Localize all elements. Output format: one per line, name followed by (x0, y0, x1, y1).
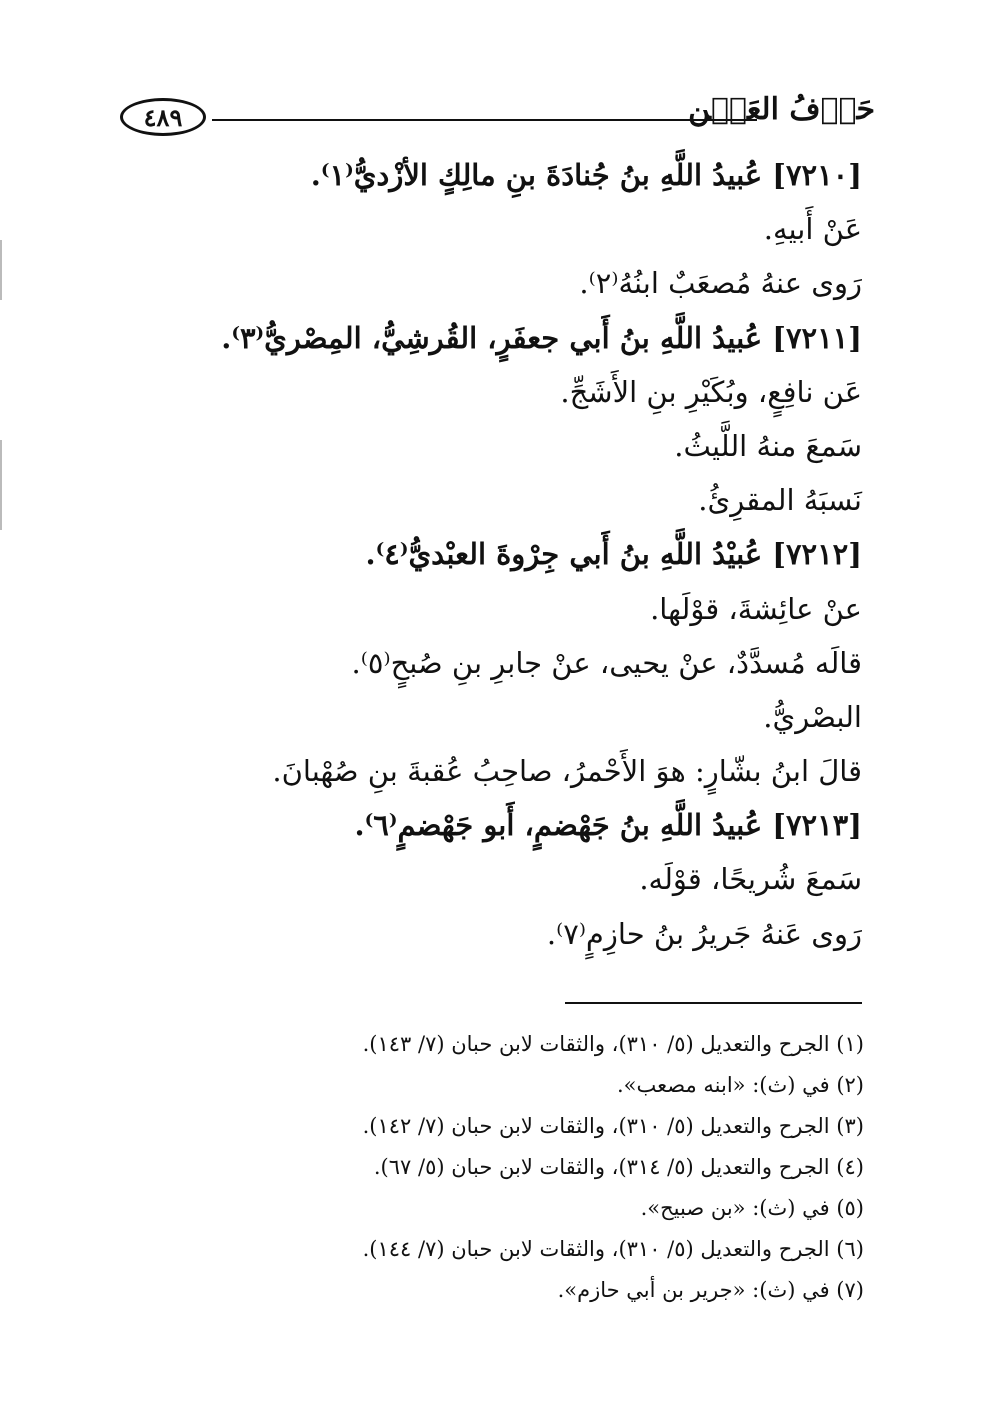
text-line: عنْ عائِشةَ، قوْلَها. (650, 591, 862, 626)
text-line: البصْريُّ. (763, 699, 862, 734)
text-line: سَمعَ شُريحًا، قوْلَه. (639, 862, 862, 897)
footnote-separator (565, 1002, 862, 1004)
page-header (120, 92, 875, 144)
footnote-item: (١) الجرح والتعديل (٥/ ٣١٠)، والثقات لابن حبان (٧/ ١٤٣). (362, 1032, 864, 1056)
running-title: حَرۡفُ العَيۡن (688, 92, 875, 127)
page-number: ٤٨٩ (143, 102, 183, 132)
text-line: عَن نافِعٍ، وبُكَيْرِ بنِ الأَشَجِّ. (560, 374, 862, 409)
footnote-item: (٢) في (ث): «ابنه مصعب». (616, 1073, 864, 1097)
scan-edge-mark (0, 240, 2, 300)
page-number-badge (120, 98, 206, 136)
footnote-item: (٤) الجرح والتعديل (٥/ ٣١٤)، والثقات لابن حبان (٥/ ٦٧). (373, 1155, 864, 1179)
biography-entry-heading: [٧٢١٢] عُبيْدُ اللَّهِ بنُ أَبي جِرْوةَ العبْديُّ⁽٤⁾. (365, 537, 862, 572)
biography-entry-heading: [٧٢١٠] عُبيدُ اللَّهِ بنُ جُنادَةَ بنِ مالِكٍ الأزْديُّ⁽١⁾. (310, 158, 862, 192)
text-line: سَمعَ منهُ اللَّيثُ. (674, 428, 862, 463)
footnotes (224, 1024, 864, 1311)
scan-edge-mark (0, 440, 2, 530)
text-line: رَوى عنهُ مُصعَبٌ ابنُهُ⁽٢⁾. (579, 266, 862, 301)
footnote-item: (٣) الجرح والتعديل (٥/ ٣١٠)، والثقات لابن حبان (٧/ ١٤٢). (362, 1114, 864, 1138)
header-divider (212, 119, 757, 121)
main-text (112, 148, 862, 961)
footnote-item: (٥) في (ث): «بن صبيح». (640, 1196, 864, 1220)
biography-entry-heading: [٧٢١١] عُبيدُ اللَّهِ بنُ أَبي جعفَرٍ، القُرشِيُّ، المِصْريُّ⁽٣⁾. (221, 320, 862, 355)
biography-entry-heading: [٧٢١٣] عُبيدُ اللَّهِ بنُ جَهْضمٍ، أَبو جَهْضمٍ⁽٦⁾. (354, 808, 862, 843)
footnote-item: (٧) في (ث): «جرير بن أبي حازم». (557, 1278, 864, 1302)
text-line: رَوى عَنهُ جَريرُ بنُ حازِمٍ⁽٧⁾. (546, 916, 862, 951)
footnote-item: (٦) الجرح والتعديل (٥/ ٣١٠)، والثقات لابن حبان (٧/ ١٤٤). (362, 1237, 864, 1261)
text-line: عَنْ أَبيهِ. (763, 212, 862, 247)
text-line: قالَه مُسدَّدٌ، عنْ يحيى، عنْ جابرِ بنِ صُبحٍ⁽٥⁾. (351, 645, 862, 680)
text-line: قالَ ابنُ بشّارٍ: هوَ الأَحْمرُ، صاحِبُ عُقبةَ بنِ صُهْبانَ. (272, 754, 862, 789)
text-line: نَسبَهُ المقرِئُ. (698, 483, 862, 518)
